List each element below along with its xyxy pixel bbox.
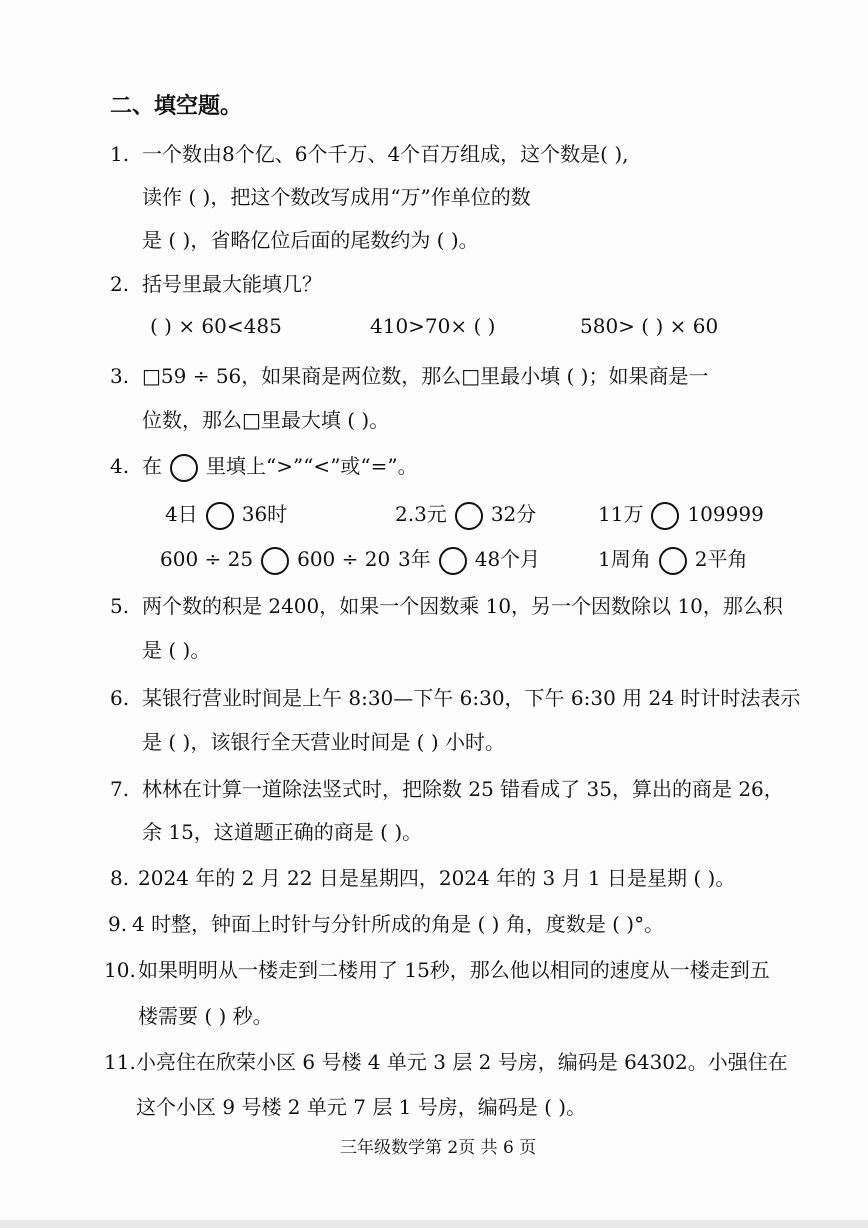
answer-circle[interactable] <box>170 454 198 482</box>
q8-number: 8. <box>110 866 130 890</box>
compare-left: 4日 <box>165 502 198 526</box>
q1-number: 1. <box>110 142 130 166</box>
q6-line2: 是 ( )，该银行全天营业时间是 ( ) 小时。 <box>142 730 505 754</box>
q4-suffix: 里填上“>”“<”或“=”。 <box>206 454 418 478</box>
page-footer: 三年级数学第 2页 共 6 页 <box>340 1138 537 1158</box>
q4-compare-6 <box>598 545 747 575</box>
q2-item-1: ( ) × 60<485 <box>150 314 282 338</box>
compare-right: 109999 <box>687 502 764 526</box>
q1-line2: 读作 ( )，把这个数改写成用“万”作单位的数 <box>142 185 531 209</box>
scan-edge <box>0 1220 868 1228</box>
q8-line1: 2024 年的 2 月 22 日是星期四，2024 年的 3 月 1 日是星期 ( )。 <box>138 866 736 890</box>
q7-line2: 余 15，这道题正确的商是 ( )。 <box>142 820 423 844</box>
q4-compare-2 <box>395 500 536 530</box>
compare-left: 3年 <box>398 547 431 571</box>
compare-left: 11万 <box>598 502 644 526</box>
answer-circle[interactable] <box>261 547 289 575</box>
compare-right: 48个月 <box>474 547 541 571</box>
answer-circle[interactable] <box>651 502 679 530</box>
q9-number: 9. <box>108 912 128 936</box>
compare-right: 32分 <box>490 502 537 526</box>
section-title: 二、填空题。 <box>110 93 243 119</box>
q7-number: 7. <box>110 777 130 801</box>
q4-line1 <box>142 452 418 482</box>
compare-right: 600 ÷ 20 <box>297 547 391 571</box>
q2-line1: 括号里最大能填几？ <box>142 272 322 296</box>
q9-line1: 4 时整，钟面上时针与分针所成的角是 ( ) 角，度数是 ( )°。 <box>132 912 665 936</box>
answer-circle[interactable] <box>439 547 467 575</box>
q11-number: 11. <box>104 1050 136 1074</box>
q4-compare-1 <box>165 500 287 530</box>
q4-number: 4. <box>110 454 130 478</box>
q10-line1: 如果明明从一楼走到二楼用了 15秒，那么他以相同的速度从一楼走到五 <box>138 958 770 982</box>
answer-circle[interactable] <box>206 502 234 530</box>
q3-line2: 位数，那么□里最大填 ( )。 <box>142 408 390 432</box>
q2-number: 2. <box>110 272 130 296</box>
q6-number: 6. <box>110 686 130 710</box>
q1-line3: 是 ( )，省略亿位后面的尾数约为 ( )。 <box>142 228 479 252</box>
q5-number: 5. <box>110 594 130 618</box>
q2-item-3: 580> ( ) × 60 <box>580 314 719 338</box>
q10-number: 10. <box>104 958 136 982</box>
q4-compare-3 <box>598 500 764 530</box>
q6-line1: 某银行营业时间是上午 8:30—下午 6:30，下午 6:30 用 24 时计时法表示 <box>142 686 801 710</box>
q7-line1: 林林在计算一道除法竖式时，把除数 25 错看成了 35，算出的商是 26， <box>142 777 784 801</box>
compare-right: 2平角 <box>694 547 748 571</box>
q11-line2: 这个小区 9 号楼 2 单元 7 层 1 号房，编码是 ( )。 <box>136 1095 587 1119</box>
q5-line1: 两个数的积是 2400，如果一个因数乘 10，另一个因数除以 10，那么积 <box>142 594 783 618</box>
q5-line2: 是 ( )。 <box>142 638 211 662</box>
compare-left: 2.3元 <box>395 502 447 526</box>
q4-compare-5 <box>398 545 540 575</box>
q4-compare-4 <box>160 545 390 575</box>
q2-item-2: 410>70× ( ) <box>370 314 496 338</box>
answer-circle[interactable] <box>659 547 687 575</box>
q3-line1: □59 ÷ 56，如果商是两位数，那么□里最小填 ( )；如果商是一 <box>142 364 709 388</box>
q4-prefix: 在 <box>142 454 162 478</box>
answer-circle[interactable] <box>455 502 483 530</box>
q10-line2: 楼需要 ( ) 秒。 <box>138 1004 273 1028</box>
compare-left: 600 ÷ 25 <box>160 547 254 571</box>
q11-line1: 小亮住在欣荣小区 6 号楼 4 单元 3 层 2 号房，编码是 64302。小强住在 <box>136 1050 788 1074</box>
compare-left: 1周角 <box>598 547 651 571</box>
q1-line1: 一个数由8个亿、6个千万、4个百万组成，这个数是( ), <box>142 142 629 166</box>
q3-number: 3. <box>110 364 130 388</box>
compare-right: 36时 <box>241 502 288 526</box>
